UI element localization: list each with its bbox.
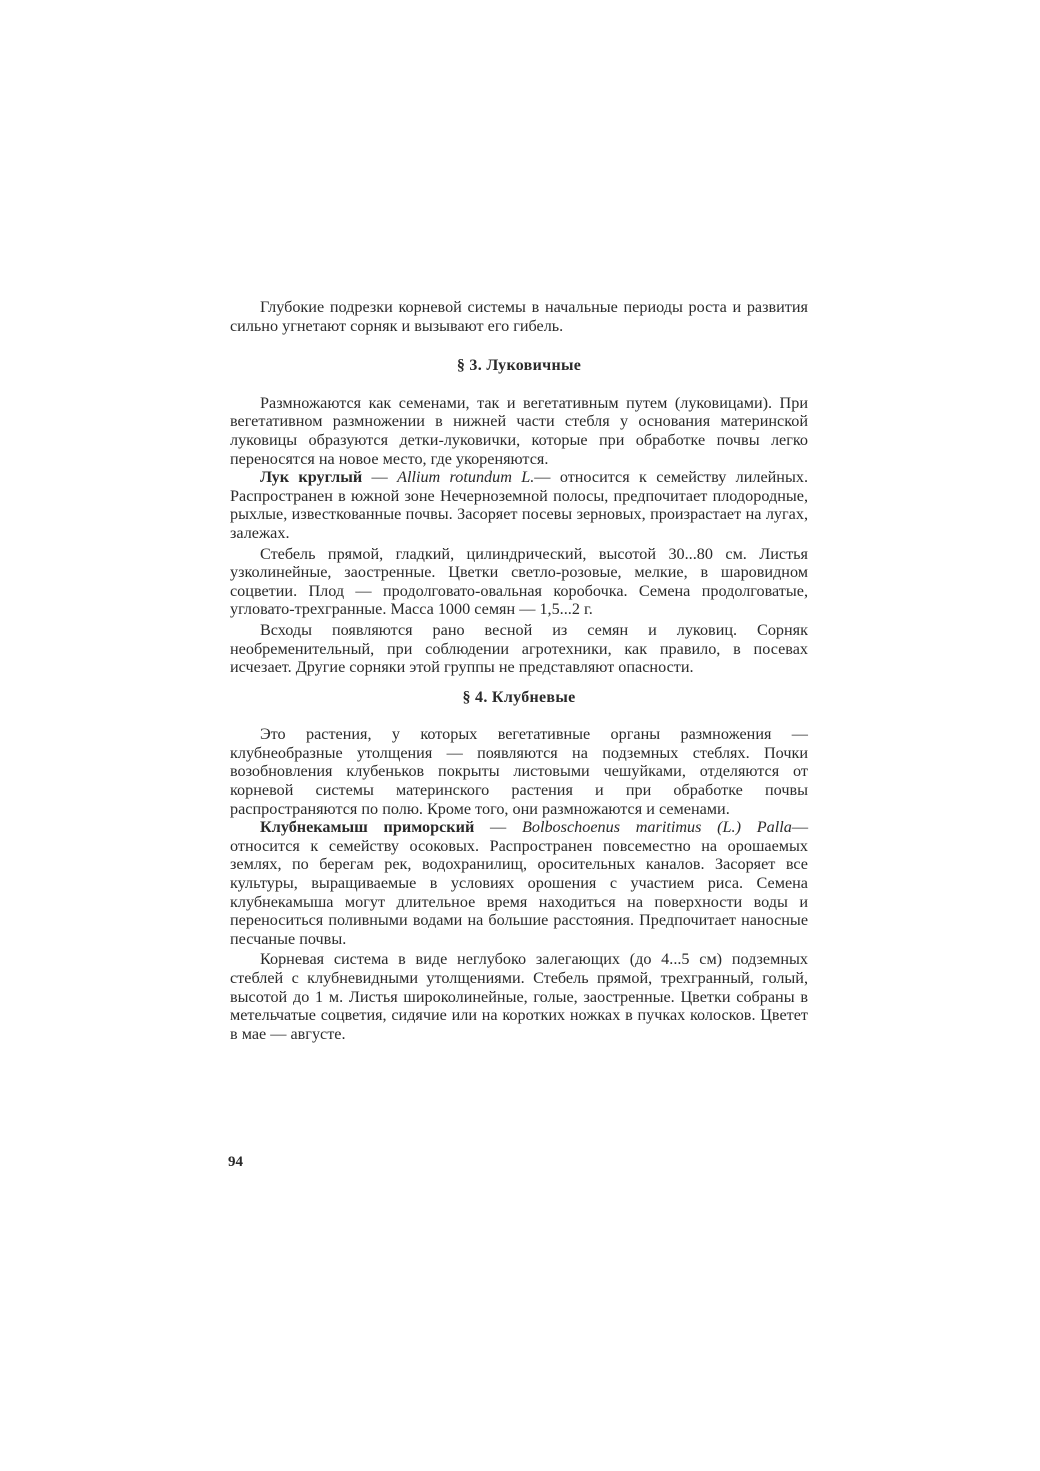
section-4-paragraph-1: Это растения, у которых вегетативные органы размножения — клубнеобразные утолщения — появляются на подземных стеблях. Почки возобновления клубеньков покрыты листовыми чешуйками, отделяются от корневой системы материнского растения и при обработке почвы распространяются по полю. Кроме того, они размножаются и семенами. xyxy=(230,725,808,818)
species-latin-allium: Allium rotundum L. xyxy=(397,468,535,487)
species-description-bolboschoenus: — относится к семейству осоковых. Распространен повсеместно на орошаемых землях, по берегам рек, водохранилищ, оросительных каналов. Засоряет все культуры, выращиваемые в условиях орошения с участием риса. Семена клубнекамыша могут длительное время находиться на поверхности воды и переноситься поливными водами на большие расстояния. Предпочитает наносные песчаные почвы. xyxy=(230,818,808,948)
section-4-paragraph-3: Корневая система в виде неглубоко залегающих (до 4...5 см) подземных стеблей с клубневидными утолщениями. Стебель прямой, трехгранный, голый, высотой до 1 м. Листья широколинейные, голые, заостренные. Цветки собраны в метельчатые соцветия, сидячие или на коротких ножках в пучках колосков. Цветет в мае — августе. xyxy=(230,950,808,1043)
section-3-species-paragraph: Лук круглый — Allium rotundum L.— относится к семейству лилейных. Распространен в южной зоне Нечерноземной полосы, предпочитает плодородные, рыхлые, известкованные почвы. Засоряет посевы зерновых, произрастает на лугах, залежах. xyxy=(230,468,808,542)
species-name-bolboschoenus: Клубнекамыш приморский xyxy=(260,818,475,837)
species-dash: — xyxy=(474,818,522,837)
species-name-allium: Лук круглый xyxy=(260,468,363,487)
section-3-paragraph-4: Всходы появляются рано весной из семян и луковиц. Сорняк необременительный, при соблюдении агротехники, как правило, в посевах исчезает. Другие сорняки этой группы не представляют опасности. xyxy=(230,620,808,677)
page-body xyxy=(230,298,808,1043)
section-4-heading: § 4. Клубневые xyxy=(462,688,576,706)
intro-paragraph: Глубокие подрезки корневой системы в начальные периоды роста и развития сильно угнетают сорняк и вызывают его гибель. xyxy=(230,298,808,335)
section-3-paragraph-3: Стебель прямой, гладкий, цилиндрический, высотой 30...80 см. Листья узколинейные, заостренные. Цветки светло-розовые, мелкие, в шаровидном соцветии. Плод — продолговато-овальная коробочка. Семена продолговатые, угловато-трехгранные. Масса 1000 семян — 1,5...2 г. xyxy=(230,544,808,619)
species-description-allium: — относится к семейству лилейных. Распространен в южной зоне Нечерноземной полосы, предпочитает плодородные, рыхлые, известкованные почвы. Засоряет посевы зерновых, произрастает на лугах, залежах. xyxy=(230,468,808,542)
page-number: 94 xyxy=(228,1154,243,1170)
section-3-heading: § 3. Луковичные xyxy=(456,357,582,375)
species-latin-bolboschoenus: Bolboschoenus maritimus (L.) Palla xyxy=(521,818,792,837)
section-3-paragraph-1: Размножаются как семенами, так и вегетативным путем (луковицами). При вегетативном размножении в нижней части стебля у основания материнской луковицы образуются детки-луковички, которые при обработке почвы легко переносятся на новое место, где укореняются. xyxy=(230,393,808,468)
section-4-species-paragraph xyxy=(230,818,808,948)
